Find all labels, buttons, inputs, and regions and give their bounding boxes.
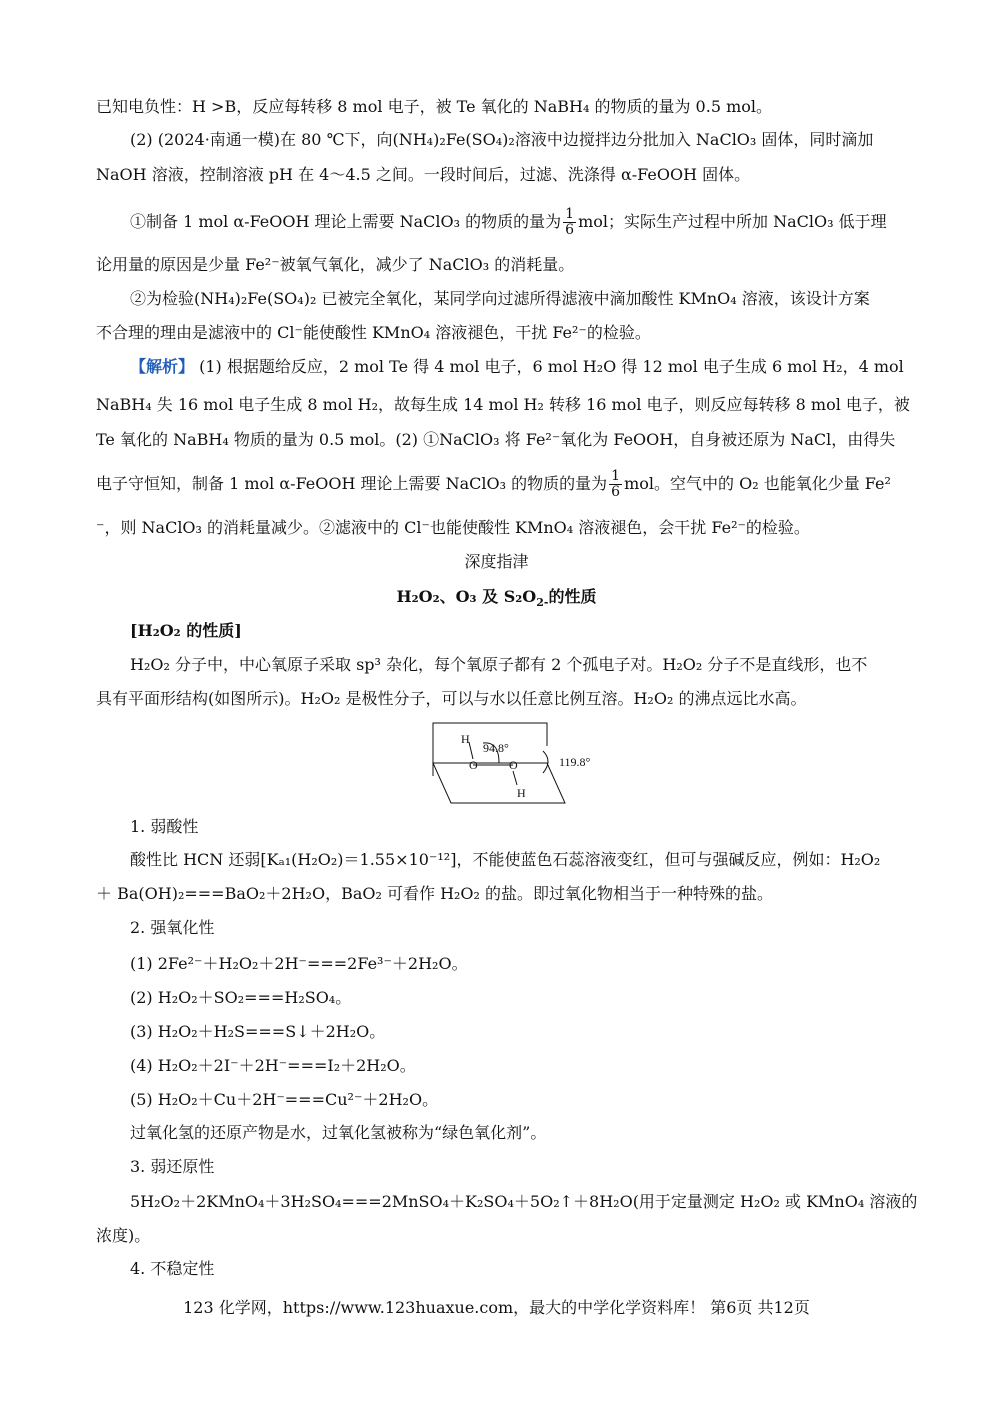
q1-text: 理论上需要 NaClO₃ 的物质的量为 xyxy=(314,212,562,231)
fraction xyxy=(609,469,622,500)
text-line: 过氧化氢的还原产物是水，过氧化氢被称为“绿色氧化剂”。 xyxy=(130,1123,547,1142)
analysis-text: (1) 根据题给反应，2 mol Te 得 4 mol 电子，6 mol H₂O 得 12 mol 电子生成 6 mol H₂，4 mol xyxy=(199,357,904,376)
analysis-line xyxy=(130,357,935,377)
angle-label-outer: 119.8° xyxy=(559,755,591,769)
analysis-text: 电子守恒知，制备 1 mol α-FeOOH 理论上需要 NaClO₃ 的物质的量为 xyxy=(96,474,608,493)
analysis-tag: 【解析】 xyxy=(130,357,195,376)
fraction-numerator: 1 xyxy=(611,468,621,484)
equation-line: (1) 2Fe²⁻＋H₂O₂＋2H⁻===2Fe³⁻＋2H₂O。 xyxy=(130,954,468,973)
section-heading: 深度指津 xyxy=(464,552,529,571)
text-line: ②为检验(NH₄)₂Fe(SO₄)₂ 已被完全氧化，某同学向过滤所得滤液中滴加酸性 KMnO₄ 溶液，该设计方案 xyxy=(130,289,870,308)
numbered-heading: 4. 不稳定性 xyxy=(130,1259,215,1278)
equation-line: (2) H₂O₂＋SO₂===H₂SO₄。 xyxy=(130,988,352,1007)
atom-o-right: O xyxy=(509,758,518,772)
atom-o-left: O xyxy=(469,758,478,772)
q1-text-tail: mol；实际生产过程中所加 NaClO₃ 低于理 xyxy=(578,212,887,231)
section-title xyxy=(0,587,993,613)
fraction xyxy=(563,207,576,238)
numbered-heading: 1. 弱酸性 xyxy=(130,817,199,836)
outer-angle-arc xyxy=(543,751,548,773)
section-title-text: H₂O₂、O₃ 及 S₂O xyxy=(396,587,537,606)
equation-line: (4) H₂O₂＋2I⁻＋2H⁻===I₂＋2H₂O。 xyxy=(130,1056,416,1075)
angle-label-inner: 94.8° xyxy=(483,741,509,755)
text-line: NaOH 溶液，控制溶液 pH 在 4～4.5 之间。一段时间后，过滤、洗涤得 α-FeOOH 固体。 xyxy=(96,165,751,184)
text-line: 浓度)。 xyxy=(96,1226,151,1245)
equation-line: 5H₂O₂＋2KMnO₄＋3H₂SO₄===2MnSO₄＋K₂SO₄＋5O₂↑＋8H₂O(用于定量测定 H₂O₂ 或 KMnO₄ 溶液的 xyxy=(130,1192,918,1211)
text-line: 已知电负性：H >B，反应每转移 8 mol 电子，被 Te 氧化的 NaBH₄ 的物质的量为 0.5 mol。 xyxy=(96,97,773,116)
text-line: Te 氧化的 NaBH₄ 物质的量为 0.5 mol。(2) ①NaClO₃ 将 Fe²⁻氧化为 FeOOH，自身被还原为 NaCl，由得失 xyxy=(96,430,896,449)
text-line: 酸性比 HCN 还弱[Kₐ₁(H₂O₂)＝1.55×10⁻¹²]，不能使蓝色石蕊溶液变红，但可与强碱反应，例如：H₂O₂ xyxy=(130,850,881,869)
o-h-bond-bottom xyxy=(513,771,517,785)
analysis-text-tail: mol。空气中的 O₂ 也能氧化少量 Fe² xyxy=(624,474,891,493)
numbered-heading: 2. 强氧化性 xyxy=(130,918,215,937)
text-line: (2) (2024·南通一模)在 80 ℃下，向(NH₄)₂Fe(SO₄)₂溶液中边搅拌边分批加入 NaClO₃ 固体，同时滴加 xyxy=(130,130,874,149)
equation-line: (5) H₂O₂＋Cu＋2H⁻===Cu²⁻＋2H₂O。 xyxy=(130,1090,439,1109)
section-title-tail: 的性质 xyxy=(548,587,597,606)
text-line: 论用量的原因是少量 Fe²⁻被氧气氧化，减少了 NaClO₃ 的消耗量。 xyxy=(96,255,575,274)
atom-h-top: H xyxy=(461,732,470,746)
section-title-charge: 2- xyxy=(536,596,549,610)
atom-h-bottom: H xyxy=(517,786,526,800)
text-line: H₂O₂ 分子中，中心氧原子采取 sp³ 杂化，每个氧原子都有 2 个孤电子对。H₂O₂ 分子不是直线形，也不 xyxy=(130,655,868,674)
text-line: ＋ Ba(OH)₂===BaO₂＋2H₂O，BaO₂ 可看作 H₂O₂ 的盐。即过氧化物相当于一种特殊的盐。 xyxy=(96,884,774,903)
equation-line: (3) H₂O₂＋H₂S===S↓＋2H₂O。 xyxy=(130,1022,386,1041)
text-line: NaBH₄ 失 16 mol 电子生成 8 mol H₂，故每生成 14 mol H₂ 转移 16 mol 电子，则反应每转移 8 mol 电子，被 xyxy=(96,395,910,414)
text-line: ⁻，则 NaClO₃ 的消耗量减少。②滤液中的 Cl⁻也能使酸性 KMnO₄ 溶液褪色，会干扰 Fe²⁻的检验。 xyxy=(96,518,810,537)
analysis-fraction-line xyxy=(96,462,901,506)
numbered-heading: 3. 弱还原性 xyxy=(130,1157,215,1176)
fraction-denominator: 6 xyxy=(611,484,621,500)
h2o2-structure-diagram xyxy=(425,721,605,809)
subsection-heading: [H₂O₂ 的性质] xyxy=(130,621,242,640)
fraction-denominator: 6 xyxy=(565,222,575,238)
text-line: 不合理的理由是滤液中的 Cl⁻能使酸性 KMnO₄ 溶液褪色，干扰 Fe²⁻的检验。 xyxy=(96,323,651,342)
h2o2-structure-svg xyxy=(425,721,605,809)
text-line: 具有平面形结构(如图所示)。H₂O₂ 是极性分子，可以与水以任意比例互溶。H₂O₂ 的沸点远比水高。 xyxy=(96,689,807,708)
fraction-numerator: 1 xyxy=(565,206,575,222)
q1-prefix: ①制备 1 mol α-FeOOH xyxy=(130,212,315,231)
question-line-1 xyxy=(130,200,935,244)
page-footer: 123 化学网，https://www.123huaxue.com，最大的中学化学资料库！ 第6页 共12页 xyxy=(183,1298,810,1317)
horizontal-plane xyxy=(433,763,565,803)
